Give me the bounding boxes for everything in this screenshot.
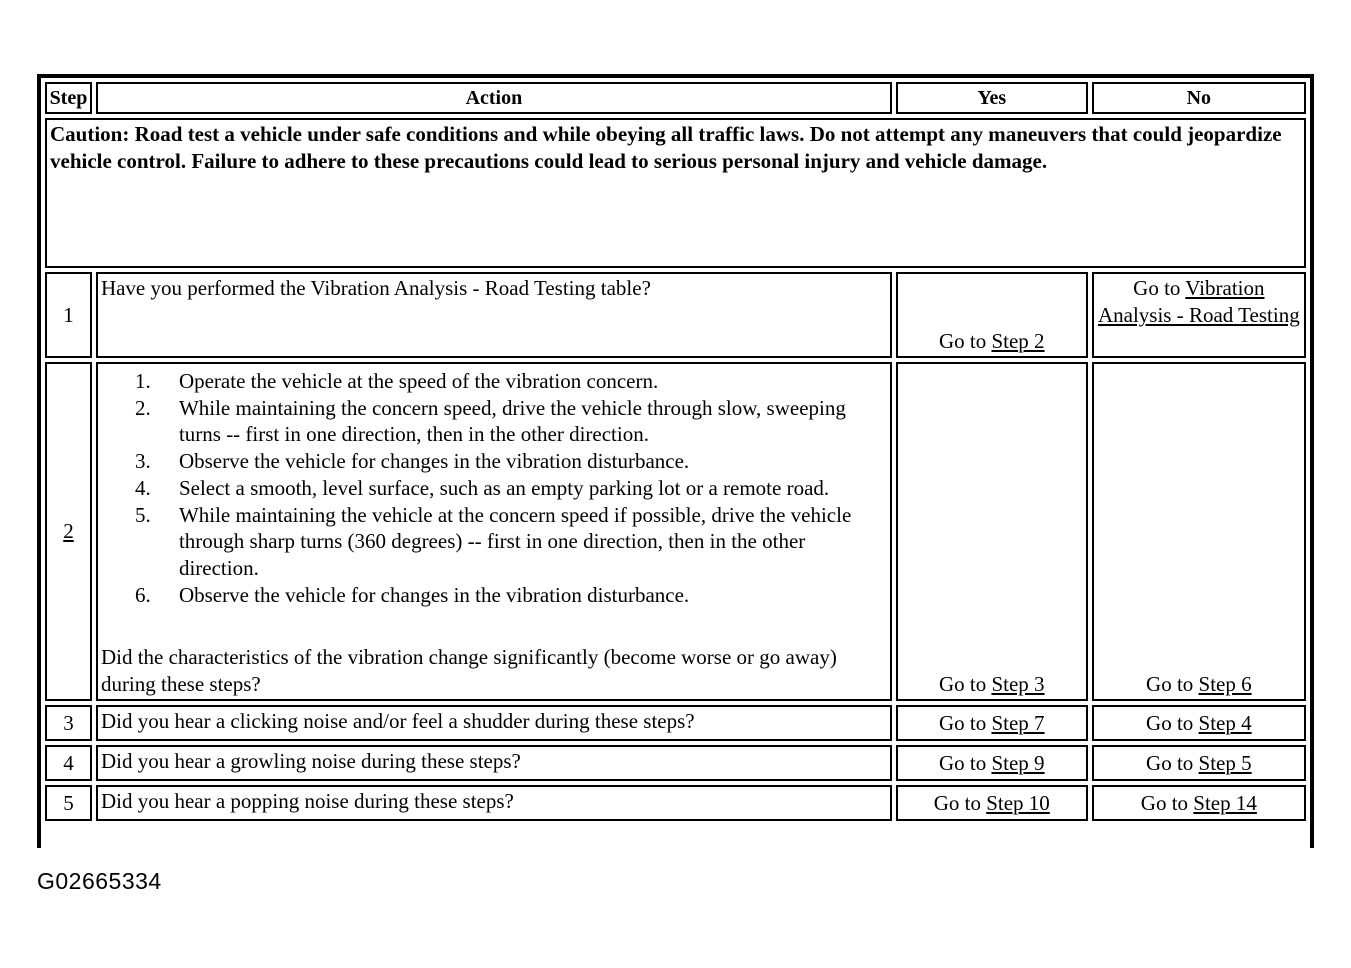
table-row [45,745,1306,781]
substep-number: 1. [134,369,151,393]
substep-text: Operate the vehicle at the speed of the vibration concern. [178,369,659,393]
yes-link[interactable]: Step 9 [991,750,1045,775]
diagnostic-table [41,78,1310,825]
step-number: 4 [45,745,92,781]
no-prefix: Go to [1133,276,1186,300]
list-item [134,475,887,502]
caution-text: Caution: Road test a vehicle under safe conditions and while obeying all traffic laws. Do not attempt any maneuvers that could jeopardize vehicle control. Failure to adhere to these precautions could lead to serious personal injury and vehicle damage. [45,118,1306,268]
list-item [134,368,887,395]
yes-link[interactable]: Step 7 [991,710,1045,735]
no-cell [1092,705,1306,741]
yes-link[interactable]: Step 3 [991,672,1045,697]
yes-prefix: Go to [938,329,992,353]
action-text: Did you hear a clicking noise and/or feel a shudder during these steps? [96,705,892,741]
substep-number: 4. [134,475,151,500]
no-cell [1092,745,1306,781]
action-cell [96,362,892,701]
action-text: Did you hear a popping noise during these steps? [96,785,892,821]
substep-number: 3. [134,449,151,474]
list-item [134,448,887,475]
no-link[interactable]: Vibration Analysis - Road Testing [1097,276,1300,327]
action-text: Have you performed the Vibration Analysis - Road Testing table? [96,272,892,358]
header-step: Step [45,82,92,114]
yes-prefix: Go to [938,710,992,735]
list-item [134,582,887,609]
yes-prefix: Go to [938,672,992,697]
step-number: 3 [45,705,92,741]
no-cell [1092,272,1306,358]
no-link[interactable]: Step 14 [1193,790,1257,815]
substep-text: While maintaining the vehicle at the concern speed if possible, drive the vehicle through sharp turns (360 degrees) -- first in one direction, then in the other direction. [178,502,852,580]
yes-link[interactable]: Step 10 [986,790,1050,815]
figure-id: G02665334 [37,868,162,894]
header-yes: Yes [896,82,1088,114]
substep-number: 6. [134,582,151,607]
step-2-link[interactable]: 2 [63,519,74,544]
substep-list [101,368,887,608]
yes-cell [896,785,1088,821]
substep-text: Observe the vehicle for changes in the vibration disturbance. [178,582,690,607]
substep-number: 5. [134,502,151,527]
substep-text: While maintaining the concern speed, drive the vehicle through slow, sweeping turns -- first in one direction, then in the other direction. [178,395,846,447]
no-link[interactable]: Step 5 [1198,750,1252,775]
step-question: Did the characteristics of the vibration change significantly (become worse or go away) during these steps? [100,645,837,697]
no-prefix: Go to [1146,672,1199,697]
no-prefix: Go to [1146,750,1199,775]
yes-cell [896,745,1088,781]
list-item [134,395,887,448]
no-link[interactable]: Step 4 [1198,710,1252,735]
table-row [45,705,1306,741]
action-text: Did you hear a growling noise during these steps? [96,745,892,781]
table-row [45,785,1306,821]
yes-cell [896,272,1088,358]
step-number: 5 [45,785,92,821]
substep-text: Select a smooth, level surface, such as an empty parking lot or a remote road. [178,475,830,500]
frame-border-right [1310,74,1314,848]
header-action: Action [96,82,892,114]
yes-link[interactable]: Step 2 [991,329,1045,353]
yes-cell [896,705,1088,741]
header-row [45,82,1306,114]
header-no: No [1092,82,1306,114]
yes-cell [896,362,1088,701]
no-prefix: Go to [1146,710,1199,735]
list-item [134,502,887,582]
step-number [45,362,92,701]
caution-row [45,118,1306,268]
table-row [45,272,1306,358]
table-row [45,362,1306,701]
procedure-table-frame [37,74,1314,848]
no-link[interactable]: Step 6 [1198,672,1252,697]
no-prefix: Go to [1140,790,1194,815]
no-cell [1092,785,1306,821]
no-cell [1092,362,1306,701]
step-number: 1 [45,272,92,358]
substep-number: 2. [134,395,151,420]
yes-prefix: Go to [933,790,987,815]
substep-text: Observe the vehicle for changes in the vibration disturbance. [178,449,690,474]
yes-prefix: Go to [938,750,992,775]
